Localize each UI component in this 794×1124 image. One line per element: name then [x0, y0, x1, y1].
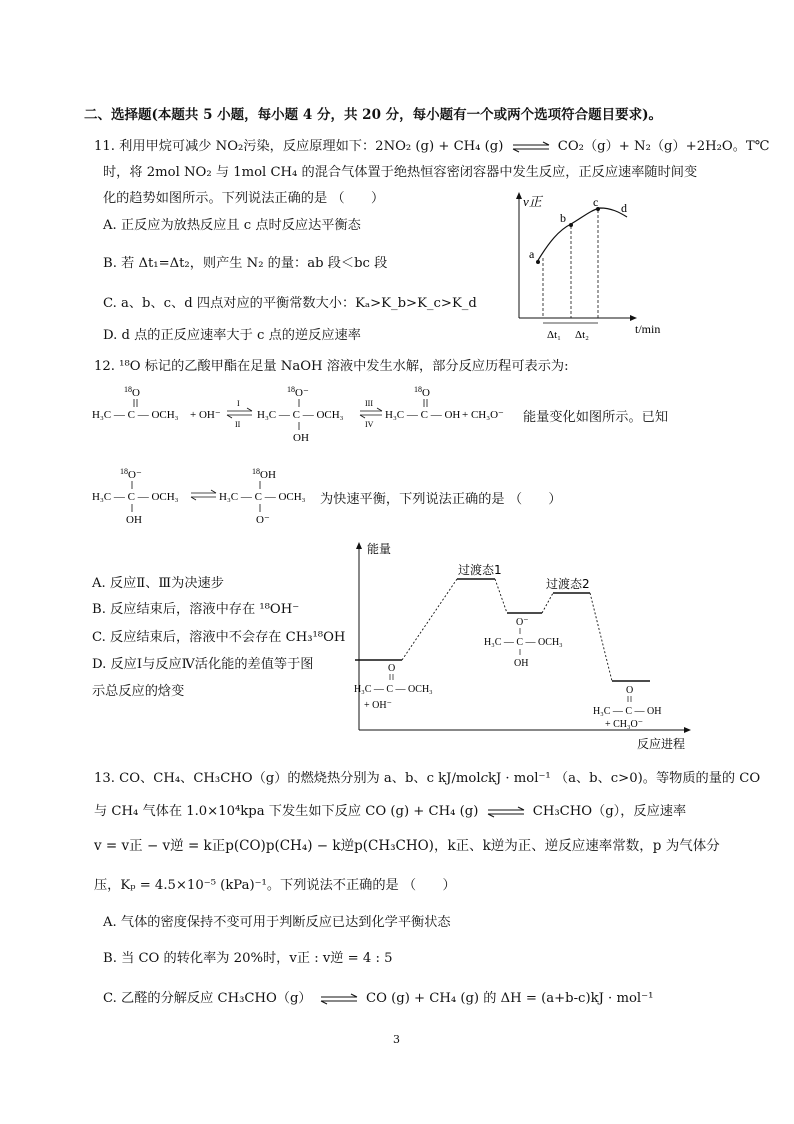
dt1-label: Δt₁ — [547, 329, 561, 341]
label-b: b — [560, 211, 566, 225]
svg-text:O: O — [422, 387, 430, 399]
q12-option-b: B. 反应结束后，溶液中存在 ¹⁸OH⁻ — [92, 602, 300, 617]
svg-text:18: 18 — [252, 467, 260, 476]
q11-option-b: B. 若 Δt₁=Δt₂，则产生 N₂ 的量：ab 段＜bc 段 — [103, 256, 388, 271]
q12-stem: 12. ¹⁸O 标记的乙酸甲酯在足量 NaOH 溶液中发生水解，部分反应历程可表示为: — [94, 359, 569, 374]
svg-text:O: O — [388, 663, 396, 674]
q12-fast-equilibrium — [92, 462, 322, 532]
q11-stem-line1: 11. 利用甲烷可减少 NO₂污染，反应原理如下：2NO₂ (g) + CH₄ (g) CO₂（g）+ N₂（g）+2H₂O。T℃ — [94, 139, 770, 154]
q12-after-equilibrium: 为快速平衡，下列说法正确的是 （ ） — [320, 492, 562, 507]
y-axis-label: v正 — [523, 194, 542, 209]
svg-text:O⁻: O⁻ — [128, 469, 142, 481]
step-IV: IV — [365, 420, 374, 429]
q11-option-d: D. d 点的正反应速率大于 c 点的逆反应速率 — [103, 328, 361, 343]
svg-text:18: 18 — [120, 467, 128, 476]
energy-axis-label: 能量 — [367, 542, 392, 556]
q12-option-d-line2: 示总反应的焓变 — [92, 684, 185, 699]
q12-energy-diagram — [350, 538, 695, 753]
q11-stem-line2: 时，将 2mol NO₂ 与 1mol CH₄ 的混合气体置于绝热恒容密闭容器中发生反应，正反应速率随时间变 — [103, 165, 698, 180]
svg-text:H₃C — C — OCH₃: H₃C — C — OCH₃ — [219, 491, 306, 503]
svg-text:O⁻: O⁻ — [516, 617, 529, 628]
svg-text:O: O — [626, 685, 634, 696]
ts2-label: 过渡态2 — [546, 577, 590, 591]
svg-text:+ OH⁻: + OH⁻ — [364, 700, 392, 711]
svg-text:O⁻: O⁻ — [295, 387, 309, 399]
q13-option-c: C. 乙醛的分解反应 CH₃CHO（g） CO (g) + CH₄ (g) 的 ΔH = (a+b-c)kJ · mol⁻¹ — [103, 991, 654, 1006]
svg-text:OH: OH — [514, 658, 529, 669]
rate-curve — [537, 208, 627, 262]
equilibrium-arrow-icon — [512, 141, 550, 153]
q13-option-b: B. 当 CO 的转化率为 20%时，v正 : v逆 = 4 : 5 — [103, 951, 393, 966]
svg-text:H₃C — C — OH: H₃C — C — OH — [385, 409, 461, 421]
svg-text:18: 18 — [124, 385, 132, 394]
plus-oh: + OH⁻ — [190, 409, 221, 421]
q13-line1: 13. CO、CH₄、CH₃CHO（g）的燃烧热分别为 a、b、c kJ/molckJ · mol⁻¹ （a、b、c>0)。等物质的量的 CO — [94, 771, 761, 786]
step-II: II — [235, 420, 241, 429]
svg-text:H₃C — C — OCH₃: H₃C — C — OCH₃ — [257, 409, 344, 421]
svg-text:+ CH₃O⁻: + CH₃O⁻ — [605, 719, 644, 730]
q13-kp-line: 压，Kₚ = 4.5×10⁻⁵ (kPa)⁻¹。下列说法不正确的是 （ ） — [94, 878, 456, 893]
point-a — [536, 260, 540, 264]
q12-reaction-scheme — [92, 380, 522, 450]
section-heading: 二、选择题(本题共 5 小题，每小题 4 分，共 20 分，每小题有一个或两个选项符合题目要求)。 — [84, 107, 663, 123]
svg-text:H₃C — C — OH: H₃C — C — OH — [593, 706, 662, 717]
x-axis-label: t/min — [635, 322, 661, 336]
q12-option-a: A. 反应Ⅱ、Ⅲ为决速步 — [92, 576, 224, 591]
svg-text:OH: OH — [293, 432, 309, 444]
equilibrium-arrow-icon — [487, 806, 525, 818]
label-d: d — [621, 201, 627, 215]
q12-option-d-line1: D. 反应Ⅰ与反应Ⅳ活化能的差值等于图 — [92, 657, 314, 672]
label-a: a — [529, 247, 535, 261]
q12-after-scheme: 能量变化如图所示。已知 — [523, 410, 669, 425]
q11-option-c: C. a、b、c、d 四点对应的平衡常数大小：Kₐ>K_b>K_c>K_d — [103, 296, 477, 311]
q11-stem-line3: 化的趋势如图所示。下列说法正确的是 （ ） — [103, 191, 385, 206]
q11-rate-graph — [505, 190, 690, 345]
svg-text:OH: OH — [126, 514, 142, 526]
q12-option-c: C. 反应结束后，溶液中不会存在 CH₃¹⁸OH — [92, 630, 346, 645]
label-c: c — [593, 195, 599, 209]
ts1-label: 过渡态1 — [458, 563, 502, 577]
svg-text:18: 18 — [414, 385, 422, 394]
page-number: 3 — [393, 1033, 400, 1046]
dt2-label: Δt₂ — [575, 329, 589, 341]
equilibrium-arrow-icon — [320, 993, 358, 1005]
svg-text:18: 18 — [287, 385, 295, 394]
svg-text:H₃C — C — OCH₃: H₃C — C — OCH₃ — [484, 637, 563, 648]
q13-rate-equation: v = v正 − v逆 = k正p(CO)p(CH₄) − k逆p(CH₃CHO)，k正、k逆为正、逆反应速率常数，p 为气体分 — [94, 838, 720, 854]
progress-axis-label: 反应进程 — [637, 737, 686, 751]
svg-text:H₃C — C — OCH₃: H₃C — C — OCH₃ — [354, 684, 433, 695]
svg-text:O⁻: O⁻ — [256, 514, 270, 526]
plus-ch3o: + CH₃O⁻ — [462, 409, 504, 421]
q13-line2: 与 CH₄ 气体在 1.0×10⁴kpa 下发生如下反应 CO (g) + CH₄ (g) CH₃CHO（g），反应速率 — [94, 804, 687, 819]
svg-text:H₃C — C — OCH₃: H₃C — C — OCH₃ — [92, 409, 179, 421]
svg-text:H₃C — C — OCH₃: H₃C — C — OCH₃ — [92, 491, 179, 503]
svg-text:O: O — [132, 387, 140, 399]
step-I: I — [237, 399, 240, 408]
step-III: III — [365, 399, 373, 408]
q13-option-a: A. 气体的密度保持不变可用于判断反应已达到化学平衡状态 — [103, 915, 451, 930]
q11-option-a: A. 正反应为放热反应且 c 点时反应达平衡态 — [103, 218, 361, 233]
svg-text:OH: OH — [260, 469, 276, 481]
